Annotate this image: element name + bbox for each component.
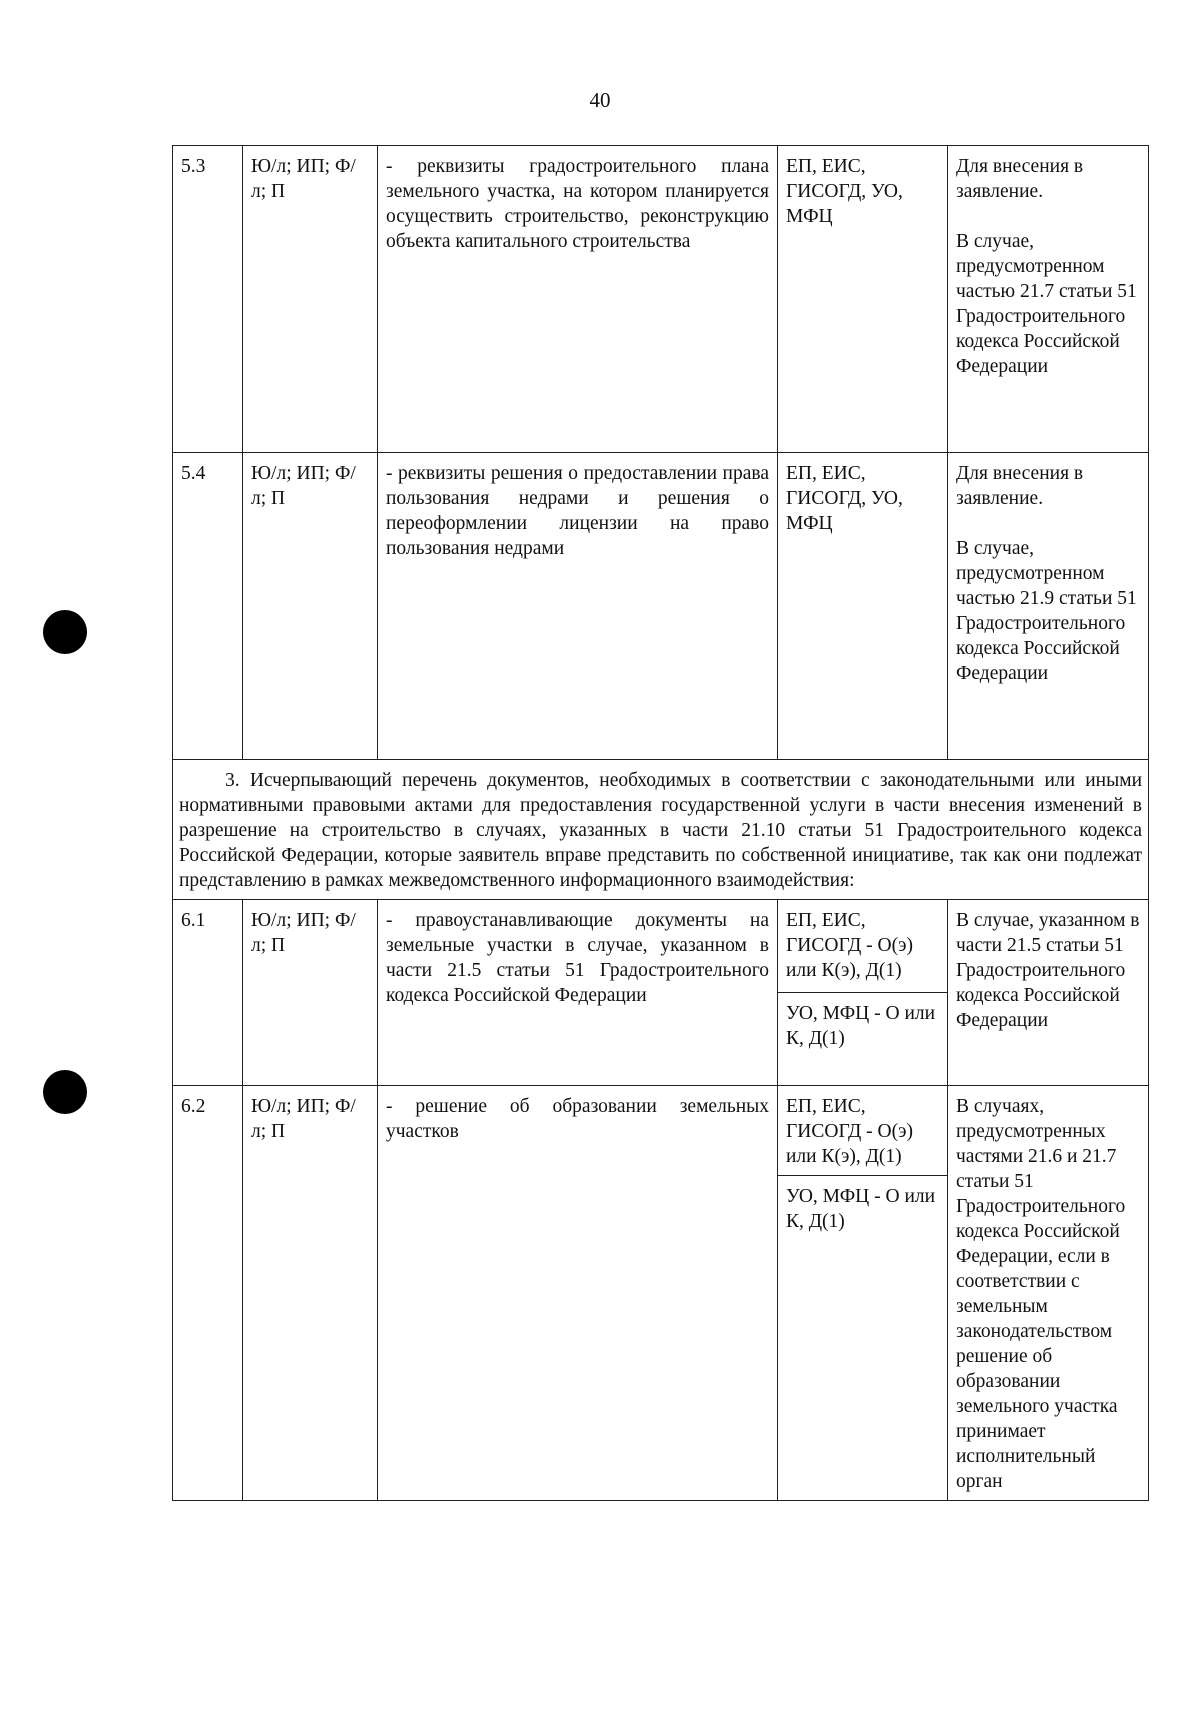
document-description: - реквизиты градостроительного плана земельного участка, на котором планируется осуществить строительство, реконструкцию объекта капитального строительства [378,146,778,453]
note-condition: В случае, предусмотренном частью 21.9 статьи 51 Градостроительного кодекса Российской Федерации [956,538,1137,684]
punch-hole [43,1070,87,1114]
table-row [173,146,1149,453]
applicant-types: Ю/л; ИП; Ф/л; П [243,146,378,453]
document-source-paper: УО, МФЦ - О или К, Д(1) [778,1176,948,1501]
note-purpose: Для внесения в заявление. [956,156,1084,202]
section-heading: 3. Исчерпывающий перечень документов, необходимых в соответствии с законодательными или иными нормативными правовыми актами для предоставления государственной услуги в части внесения изменений в разрешение на строительство в случаях, указанных в части 21.10 статьи 51 Градостроительного кодекса Российской Федерации, которые заявитель вправе представить по собственной инициативе, так как они подлежат представлению в рамках межведомственного информационного взаимодействия: [173,760,1149,900]
row-number: 6.2 [173,1086,243,1501]
document-note: В случае, указанном в части 21.5 статьи 51 Градостроительного кодекса Российской Федерации [948,900,1149,1086]
documents-table [172,145,1149,1501]
document-source: ЕП, ЕИС, ГИСОГД, УО, МФЦ [778,453,948,760]
document-source-electronic: ЕП, ЕИС, ГИСОГД - О(э) или К(э), Д(1) [778,1086,948,1176]
document-note [948,453,1149,760]
table-row [173,453,1149,760]
applicant-types: Ю/л; ИП; Ф/л; П [243,453,378,760]
document-source-electronic: ЕП, ЕИС, ГИСОГД - О(э) или К(э), Д(1) [778,900,948,993]
document-description: - правоустанавливающие документы на земельные участки в случае, указанном в части 21.5 статьи 51 Градостроительного кодекса Российской Федерации [378,900,778,1086]
applicant-types: Ю/л; ИП; Ф/л; П [243,900,378,1086]
page-number: 40 [589,88,611,112]
document-source-paper: УО, МФЦ - О или К, Д(1) [778,993,948,1086]
punch-hole [43,610,87,654]
note-purpose: Для внесения в заявление. [956,463,1084,509]
document-source: ЕП, ЕИС, ГИСОГД, УО, МФЦ [778,146,948,453]
table-row [173,1086,1149,1176]
document-description: - реквизиты решения о предоставлении права пользования недрами и решения о переоформлении лицензии на право пользования недрами [378,453,778,760]
row-number: 5.3 [173,146,243,453]
row-number: 6.1 [173,900,243,1086]
note-condition: В случае, предусмотренном частью 21.7 статьи 51 Градостроительного кодекса Российской Федерации [956,231,1137,377]
section-heading-row [173,760,1149,900]
row-number: 5.4 [173,453,243,760]
document-note: В случаях, предусмотренных частями 21.6 и 21.7 статьи 51 Градостроительного кодекса Российской Федерации, если в соответствии с земельным законодательством решение об образовании земельного участка принимает исполнительный орган [948,1086,1149,1501]
document-note [948,146,1149,453]
table-row [173,900,1149,993]
document-description: - решение об образовании земельных участков [378,1086,778,1501]
applicant-types: Ю/л; ИП; Ф/л; П [243,1086,378,1501]
